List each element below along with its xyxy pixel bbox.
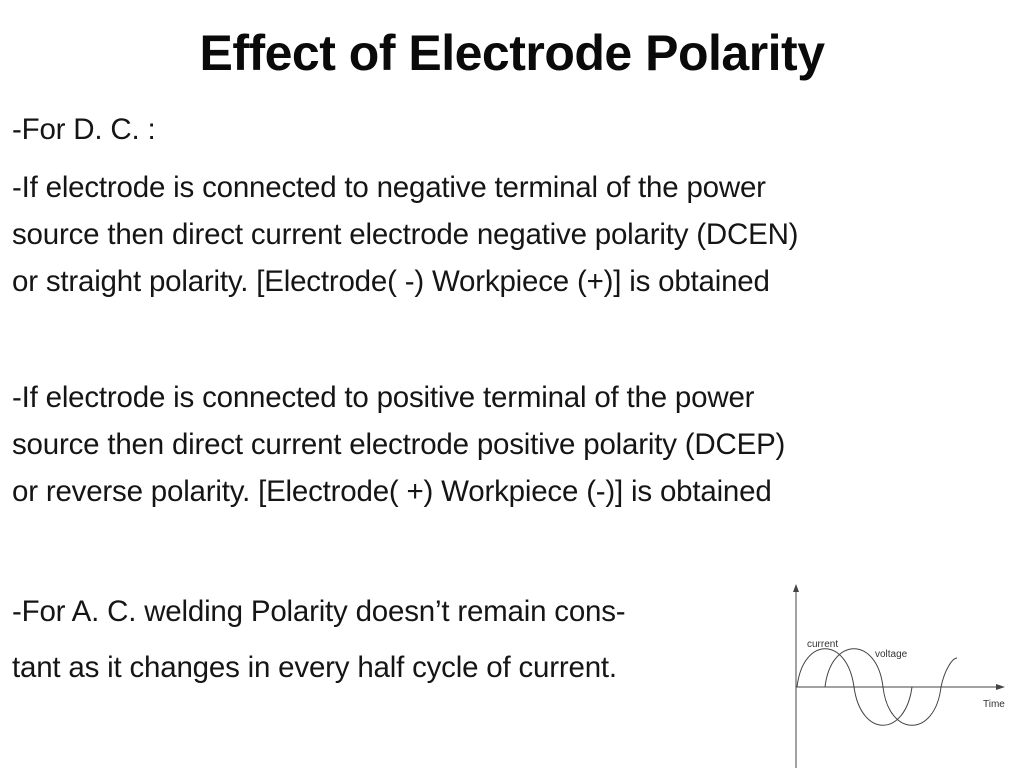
dc-heading-text: -For D. C. :	[12, 113, 156, 146]
time-axis-arrow-icon	[996, 684, 1005, 690]
ac-line-1: -For A. C. welding Polarity doesn’t remain cons-	[12, 595, 626, 628]
current-label: current	[807, 639, 839, 650]
ac-line-2: tant as it changes in every half cycle of current.	[12, 651, 617, 684]
dcep-line-3: or reverse polarity. [Electrode( +) Workpiece (-)] is obtained	[12, 475, 772, 508]
dcep-line-1: -If electrode is connected to positive terminal of the power	[12, 381, 755, 414]
dcen-paragraph	[12, 164, 1017, 305]
ac-wave-diagram	[785, 580, 1010, 768]
time-label: Time	[983, 699, 1005, 710]
dcen-line-2: source then direct current electrode negative polarity (DCEN)	[12, 218, 799, 251]
dcen-line-3: or straight polarity. [Electrode( -) Workpiece (+)] is obtained	[12, 265, 770, 298]
dcep-paragraph	[12, 374, 1017, 515]
slide-title: Effect of Electrode Polarity	[199, 25, 825, 81]
y-axis-arrow-icon	[793, 584, 799, 592]
dcen-line-1: -If electrode is connected to negative terminal of the power	[12, 171, 766, 204]
dc-heading	[12, 106, 1017, 153]
voltage-label: voltage	[875, 649, 908, 660]
dcep-line-2: source then direct current electrode positive polarity (DCEP)	[12, 428, 786, 461]
